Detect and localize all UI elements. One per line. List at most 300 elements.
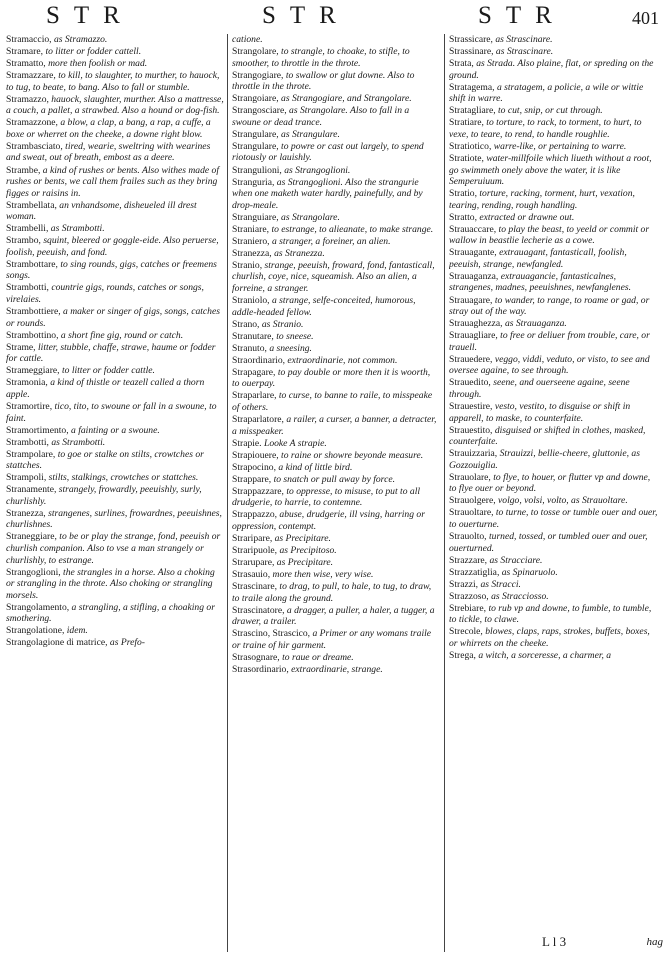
entry-headword: Stramazzo, xyxy=(6,93,52,105)
entry-headword: Stranamente, xyxy=(6,484,59,496)
entry-headword: Strarupare, xyxy=(232,557,277,569)
entry-headword: Straniare, xyxy=(232,223,272,235)
entry-definition: blowes, claps, raps, strokes, buffets, boxes, or whirrets on the cheeke. xyxy=(449,626,650,649)
entry-headword: Stramazzare, xyxy=(6,70,59,82)
entry-definition: a blow, a clap, a bang, a rap, a cuffe, a boxe or wherret on the cheeke, a downe right blow. xyxy=(6,117,211,140)
entry-headword: Strappazzo, xyxy=(232,509,280,521)
entry-headword: Strangolamento, xyxy=(6,601,72,613)
entry-headword: Strazzi, xyxy=(449,578,481,590)
entry-definition: to litter or fodder cattell. xyxy=(45,46,142,58)
dictionary-entry xyxy=(6,602,224,625)
entry-headword: Strascinatore, xyxy=(232,604,287,616)
entry-definition: more then wise, very wise. xyxy=(272,569,374,581)
entry-definition: as Strangogiare, and Strangolare. xyxy=(281,93,412,105)
entry-definition: a fainting or a swoune. xyxy=(71,424,160,436)
column-1 xyxy=(6,34,224,919)
entry-definition: to estrange, to alieanate, to make strange. xyxy=(271,223,434,235)
entry-definition: to sneese. xyxy=(276,330,314,342)
entry-headword: Strambe, xyxy=(6,164,43,176)
entry-definition: as Strascinare. xyxy=(495,34,553,45)
entry-headword: Strambo, xyxy=(6,235,44,247)
entry-headword: Strappare, xyxy=(232,473,274,485)
dictionary-entry xyxy=(232,105,440,128)
dictionary-entry xyxy=(232,533,440,545)
entry-definition: warre-like, or pertaining to warre. xyxy=(493,140,627,152)
dictionary-entry xyxy=(449,626,659,649)
entry-headword: Strangoglioni, xyxy=(6,566,64,578)
entry-headword: Strauagare, xyxy=(449,294,495,306)
dictionary-entry xyxy=(449,579,659,591)
entry-definition: extrauagancie, fantasticalnes, strangenes, madnes, peeuishnes, newfanglenes. xyxy=(449,270,631,294)
entry-headword: Strauagante, xyxy=(449,247,500,259)
dictionary-entry xyxy=(449,105,659,117)
entry-definition: to cut, snip, or cut through. xyxy=(498,105,603,117)
entry-definition: a Primer or any womans traile or traine of hir garment. xyxy=(232,628,432,651)
dictionary-entry xyxy=(449,117,659,140)
entry-definition: to strangle, to choake, to stifle, to smoother, to throttle in the throte. xyxy=(232,46,410,69)
entry-headword: Stranutare, xyxy=(232,330,277,342)
dictionary-entry xyxy=(449,188,659,211)
entry-definition: a strangling, a stifling, a choaking or smothering. xyxy=(6,601,215,625)
entry-headword: Strangosciare, xyxy=(232,105,290,117)
entry-definition: idem. xyxy=(66,625,88,637)
entry-headword: Strauedito, xyxy=(449,377,494,389)
entry-definition: a maker or singer of gigs, songs, catches or rounds. xyxy=(6,306,220,329)
dictionary-entry xyxy=(6,141,224,164)
entry-definition: to turne, to tosse or tumble ouer and ouer, to ouerturne. xyxy=(449,507,658,530)
entry-headword: Stramonia, xyxy=(6,377,51,389)
entry-definition: to curse, to banne to raile, to misspeake of others. xyxy=(232,390,433,413)
entry-headword: Stratto, xyxy=(449,211,480,223)
dictionary-entry xyxy=(449,295,659,318)
dictionary-entry xyxy=(449,46,659,58)
entry-headword: Strascinare, xyxy=(232,581,280,593)
entry-headword: Strauaccare, xyxy=(449,223,499,235)
dictionary-entry xyxy=(232,46,440,69)
entry-definition: to raine or showre beyonde measure. xyxy=(281,449,424,461)
entry-headword: Strameggiare, xyxy=(6,365,62,377)
dictionary-entry xyxy=(232,628,440,651)
entry-definition: countrie gigs, rounds, catches or songs, virelaies. xyxy=(6,282,204,306)
entry-definition: to flye, to houer, or flutter vp and downe, to flye ouer or beyond. xyxy=(449,471,651,495)
entry-headword: Stratagliare, xyxy=(449,105,499,117)
entry-headword: Stranezza, xyxy=(232,247,275,259)
entry-definition: a kind of little bird. xyxy=(278,461,353,473)
entry-headword: Strambotti, xyxy=(6,436,52,448)
dictionary-entry xyxy=(232,605,440,628)
entry-headword: Strasordinario, xyxy=(232,663,292,675)
dictionary-entry xyxy=(6,306,224,329)
column-2 xyxy=(232,34,440,919)
column-rule-left xyxy=(227,34,228,952)
entry-headword: Strapiouere, xyxy=(232,449,282,461)
entry-headword: Straneggiare, xyxy=(6,531,60,543)
entry-headword: Strauizzaria, xyxy=(449,448,500,460)
entry-headword: Stratio, xyxy=(449,188,480,200)
entry-headword: Strangolare, xyxy=(232,46,282,58)
dictionary-entry xyxy=(6,567,224,602)
entry-definition: a stratagem, a policie, a wile or wittie shift in warre. xyxy=(449,81,644,105)
entry-definition: to oppresse, to misuse, to put to all drudgerie, to harrie, to contemne. xyxy=(232,485,421,509)
dictionary-entry xyxy=(449,377,659,400)
dictionary-entry xyxy=(232,569,440,581)
entry-headword: Strebiare, xyxy=(449,602,489,614)
column-rule-right xyxy=(444,34,445,952)
entry-headword: Stranuto, xyxy=(232,342,270,354)
entry-definition: Strauizzi, bellie-cheere, gluttonie, as Gozzouiglia. xyxy=(449,448,640,471)
entry-definition: to play the beast, to yeeld or commit or wallow in beastlie lecherie as a cowe. xyxy=(449,223,650,247)
dictionary-entry xyxy=(6,484,224,507)
entry-definition: seene, and ouerseene againe, seene through. xyxy=(449,377,630,400)
entry-definition: stilts, stalkings, crowtches or stattches. xyxy=(48,472,199,484)
dictionary-entry xyxy=(6,165,224,200)
dictionary-entry xyxy=(232,129,440,141)
entry-definition: a railer, a curser, a banner, a detracter, a misspeaker. xyxy=(232,414,437,437)
entry-definition: to pay double or more then it is woorth, to ouerpay. xyxy=(232,366,431,390)
entry-headword: Strangolagione di matrice, xyxy=(6,637,110,649)
dictionary-entry xyxy=(449,591,659,603)
dictionary-entry xyxy=(449,425,659,448)
entry-headword: Strazzare, xyxy=(449,554,490,566)
dictionary-entry xyxy=(232,212,440,224)
entry-definition: an vnhandsome, disheueled ill drest woman. xyxy=(6,199,197,223)
entry-definition: squint, bleered or goggle-eide. Also peruerse, foolish, peeuish, and fond. xyxy=(6,235,219,258)
entry-definition: to rub vp and downe, to fumble, to tumble, to tickle, to clawe. xyxy=(449,602,652,626)
entry-definition: extrauagant, fantasticall, foolish, peeuish, strange, newfangled. xyxy=(449,247,627,270)
dictionary-entry xyxy=(449,650,659,662)
entry-headword: Straripare, xyxy=(232,532,275,544)
dictionary-entry xyxy=(449,212,659,224)
entry-definition: to powre or cast out largely, to spend riotously or lauishly. xyxy=(232,140,424,164)
entry-headword: Strauaghezza, xyxy=(449,318,505,330)
running-head-right: STR xyxy=(478,2,566,29)
entry-headword: Stranguria, xyxy=(232,176,277,188)
dictionary-entry xyxy=(6,365,224,377)
dictionary-entry xyxy=(6,449,224,472)
dictionary-entry xyxy=(232,141,440,164)
entry-definition: as Stracciosso. xyxy=(491,590,549,602)
entry-definition: as Strangulare. xyxy=(281,128,340,140)
entry-headword: Strasauio, xyxy=(232,569,273,581)
entry-headword: Stratagema, xyxy=(449,81,497,93)
entry-headword: Strazzoso, xyxy=(449,590,492,602)
entry-headword: Stramazzone, xyxy=(6,117,61,129)
dictionary-entry xyxy=(449,271,659,294)
entry-definition: as Stramazzo. xyxy=(53,34,108,45)
dictionary-entry xyxy=(232,545,440,557)
entry-definition: to swallow or glut downe. Also to throttle in the throte. xyxy=(232,69,415,93)
dictionary-entry xyxy=(449,247,659,270)
entry-definition: to raue or dreame. xyxy=(282,651,354,663)
entry-headword: Strambottino, xyxy=(6,329,61,341)
entry-definition: to free or deliuer from trouble, care, or trauell. xyxy=(449,330,650,353)
entry-headword: Strame, xyxy=(6,341,38,353)
entry-headword: Strano, xyxy=(232,318,262,330)
dictionary-entry xyxy=(449,472,659,495)
dictionary-entry xyxy=(232,34,440,46)
dictionary-entry xyxy=(6,342,224,365)
entry-definition: as Strangolare. Also to fall in a swoune or dead trance. xyxy=(232,105,410,128)
entry-headword: Strapagare, xyxy=(232,366,278,378)
entry-headword: Strambottare, xyxy=(6,258,61,270)
entry-headword: Strauoltare, xyxy=(449,507,496,519)
dictionary-entry xyxy=(6,70,224,93)
entry-definition: to sing rounds, gigs, catches or freemens songs. xyxy=(6,258,217,282)
entry-headword: Strassinare, xyxy=(449,46,496,58)
dictionary-entry xyxy=(6,58,224,70)
dictionary-entry xyxy=(232,557,440,569)
entry-definition: torture, racking, torment, hurt, vexation, tearing, rending, rough handling. xyxy=(449,188,635,211)
entry-definition: extraordinarie, strange. xyxy=(291,663,383,675)
dictionary-entry xyxy=(232,486,440,509)
dictionary-entry xyxy=(232,450,440,462)
entry-definition: litter, stubble, chaffe, strawe, haume or fodder for cattle. xyxy=(6,341,216,365)
dictionary-entry xyxy=(449,401,659,424)
entry-headword: Stranguiare, xyxy=(232,211,282,223)
dictionary-entry xyxy=(6,259,224,282)
entry-headword: Stratiare, xyxy=(449,117,487,129)
dictionary-entry xyxy=(232,438,440,450)
entry-headword: Strampolare, xyxy=(6,448,58,460)
page-footer xyxy=(0,932,669,954)
entry-definition: a kind of rushes or bents. Also withes made of rushes or bents, we call them frailes such as they bring figges or raisins in. xyxy=(6,164,220,199)
entry-definition: vesto, vestito, to disguise or shift in apparell, to maske, to counterfaite. xyxy=(449,400,631,424)
entry-definition: water-millfoile which liueth without a root, go swimmeth onely above the water, it is like Semperuiuum. xyxy=(449,152,652,188)
entry-headword: Strega, xyxy=(449,649,479,661)
dictionary-entry xyxy=(6,235,224,258)
entry-definition: to litter or fodder cattle. xyxy=(61,365,155,377)
dictionary-entry xyxy=(6,94,224,117)
dictionary-entry xyxy=(449,330,659,353)
entry-definition: hauock, slaughter, murther. Also a mattresse, a couch, a pallet, a strawbed. Also a hound or dog-fish. xyxy=(6,93,224,117)
dictionary-entry xyxy=(232,295,440,318)
dictionary-entry xyxy=(449,531,659,554)
entry-definition: as Strambotti. xyxy=(50,223,105,235)
entry-headword: Strauagliare, xyxy=(449,330,501,342)
entry-definition: the strangles in a horse. Also a choking or strangling in the throte. Also choking or strangling morsels. xyxy=(6,566,215,601)
entry-definition: to snatch or pull away by force. xyxy=(273,473,395,485)
entry-headword: Stramortire, xyxy=(6,400,55,412)
dictionary-entry xyxy=(232,224,440,236)
dictionary-entry xyxy=(6,200,224,223)
entry-definition: as Prefo- xyxy=(109,637,145,649)
entry-definition: to be or play the strange, fond, peeuish or churlish companion. Also to vse a man strangely or churlishly, to estrange. xyxy=(6,531,221,566)
dictionary-entry xyxy=(232,248,440,260)
entry-headword: Stramatto, xyxy=(6,58,49,70)
page-number: 401 xyxy=(632,8,659,28)
entry-definition: as Stranio. xyxy=(261,318,304,330)
dictionary-entry xyxy=(232,165,440,177)
entry-headword: Strata, xyxy=(449,58,477,70)
entry-definition: turned, tossed, or tumbled ouer and ouer, ouerturned. xyxy=(449,530,648,554)
dictionary-entry xyxy=(6,508,224,531)
entry-definition: Looke A strapie. xyxy=(263,437,327,449)
dictionary-entry xyxy=(232,260,440,295)
dictionary-entry xyxy=(232,355,440,367)
entry-headword: Stranio, xyxy=(232,259,265,271)
dictionary-entry xyxy=(6,401,224,424)
dictionary-entry xyxy=(6,472,224,484)
entry-headword: Strangoiare, xyxy=(232,93,282,105)
dictionary-entry xyxy=(6,437,224,449)
entry-definition: as Strangoglioni. Also the strangurie when one maketh water hardly, painefully, and by drop-meale. xyxy=(232,176,423,211)
dictionary-entry xyxy=(449,603,659,626)
running-head-middle: STR xyxy=(262,2,350,29)
dictionary-entry xyxy=(232,581,440,604)
dictionary-entry xyxy=(449,318,659,330)
entry-headword: Stramortimento, xyxy=(6,424,72,436)
entry-headword: Strauestito, xyxy=(449,424,495,436)
entry-headword: Strambellata, xyxy=(6,199,60,211)
dictionary-entry xyxy=(6,425,224,437)
running-head-left: STR xyxy=(46,2,134,29)
entry-definition: as Precipitoso. xyxy=(279,545,337,557)
signature-mark: L l 3 xyxy=(542,934,567,949)
entry-definition: extraordinarie, not common. xyxy=(287,354,398,366)
dictionary-entry xyxy=(6,531,224,566)
dictionary-entry xyxy=(449,354,659,377)
entry-definition: to torture, to rack, to torment, to hurt, to vexe, to teare, to rend, to handle roughlie. xyxy=(449,117,642,140)
dictionary-entry xyxy=(232,652,440,664)
entry-headword: Strauolgere, xyxy=(449,495,499,507)
column-3 xyxy=(449,34,659,919)
dictionary-entry xyxy=(449,507,659,530)
entry-definition: as Strambotti. xyxy=(51,436,106,448)
entry-headword: Strangulare, xyxy=(232,128,282,140)
entry-headword: Strauolare, xyxy=(449,471,494,483)
entry-headword: Stratiotico, xyxy=(449,140,494,152)
entry-headword: Strambottiere, xyxy=(6,306,64,318)
entry-definition: as Strascinare. xyxy=(495,46,554,58)
dictionary-entry xyxy=(449,567,659,579)
entry-definition: to wander, to range, to roame or gad, or stray out of the way. xyxy=(449,294,650,318)
entry-definition: as Strada. Also plaine, flat, or spreding on the ground. xyxy=(449,58,654,81)
entry-definition: a stranger, a foreiner, an alien. xyxy=(271,235,391,247)
entry-headword: Strangulioni, xyxy=(232,164,285,176)
dictionary-entry xyxy=(6,223,224,235)
entry-definition: extracted or drawne out. xyxy=(479,211,575,223)
dictionary-entry xyxy=(449,555,659,567)
dictionary-entry xyxy=(6,34,224,46)
entry-definition: as Stranezza. xyxy=(274,247,325,259)
entry-headword: Strangolatione, xyxy=(6,625,67,637)
dictionary-entry xyxy=(232,390,440,413)
entry-headword: Stramare, xyxy=(6,46,46,58)
dictionary-entry xyxy=(449,224,659,247)
entry-headword: Straniero, xyxy=(232,235,272,247)
dictionary-entry xyxy=(6,637,224,649)
dictionary-entry xyxy=(449,153,659,188)
entry-headword: Strascino, Strascico, xyxy=(232,628,313,640)
entry-headword: Straripuole, xyxy=(232,545,280,557)
entry-headword: Strambasciato, xyxy=(6,140,66,152)
entry-headword: Stratiote, xyxy=(449,152,487,164)
entry-definition: a short fine gig, round or catch. xyxy=(60,329,184,341)
dictionary-entry xyxy=(232,509,440,532)
entry-definition: a dragger, a puller, a haler, a tugger, a drawer, a trailer. xyxy=(232,604,435,628)
dictionary-entry xyxy=(232,236,440,248)
catchword: hag xyxy=(646,936,663,948)
entry-definition: catione. xyxy=(232,34,263,45)
entry-definition: as Spinaruolo. xyxy=(501,566,558,578)
entry-definition: a strange, selfe-conceited, humorous, addle-headed fellow. xyxy=(232,295,416,318)
dictionary-entry xyxy=(232,70,440,93)
entry-definition: tired, wearie, sweltring with wearines and sweat, out of breath, embost as a deere. xyxy=(6,140,211,164)
entry-definition: as Strangoglioni. xyxy=(284,164,351,176)
entry-definition: abuse, drudgerie, ill vsing, harring or oppression, contempt. xyxy=(232,509,425,532)
entry-headword: Strecole, xyxy=(449,626,486,638)
dictionary-entry xyxy=(232,367,440,390)
entry-definition: as Stracciare. xyxy=(489,554,543,566)
page-header xyxy=(0,2,669,32)
entry-headword: Strauolto, xyxy=(449,530,489,542)
dictionary-entry xyxy=(232,93,440,105)
entry-definition: as Stracci. xyxy=(480,578,521,590)
entry-definition: volgo, volsi, volto, as Strauoltare. xyxy=(498,495,628,507)
dictionary-entry xyxy=(232,343,440,355)
dictionary-entry xyxy=(6,330,224,342)
dictionary-entry xyxy=(232,331,440,343)
entry-headword: Strangogiare, xyxy=(232,69,286,81)
entry-headword: Strauestire, xyxy=(449,400,495,412)
dictionary-entry xyxy=(232,474,440,486)
entry-definition: a sneesing. xyxy=(269,342,312,354)
entry-definition: as Strauaganza. xyxy=(504,318,567,330)
dictionary-entry xyxy=(232,664,440,676)
entry-definition: strange, peeuish, froward, fond, fantasticall, churlish, coye, nice, squeamish. Also an alien, a forreine, a stranger. xyxy=(232,259,435,294)
dictionary-entry xyxy=(449,495,659,507)
entry-definition: strangely, frowardly, peeuishly, surly, churlishly. xyxy=(6,484,202,507)
entry-headword: Strauedere, xyxy=(449,353,495,365)
dictionary-entry xyxy=(449,34,659,46)
entry-definition: veggo, viddi, veduto, or visto, to see and oversee againe, to see through. xyxy=(449,353,650,377)
entry-headword: Strassicare, xyxy=(449,34,496,45)
entry-definition: a kind of thistle or teazell called a thorn apple. xyxy=(6,377,205,400)
entry-headword: Straparlare, xyxy=(232,390,279,402)
dictionary-entry xyxy=(232,462,440,474)
entry-definition: tico, tito, to swoune or fall in a swoune, to faint. xyxy=(6,400,217,424)
entry-definition: to goe or stalke on stilts, crowtches or stattches. xyxy=(6,448,204,472)
entry-definition: a witch, a sorceresse, a charmer, a xyxy=(478,649,612,661)
entry-definition: strangenes, surlines, frowardnes, peeuishnes, churlishnes. xyxy=(6,507,222,531)
entry-headword: Strasognare, xyxy=(232,651,283,663)
entry-headword: Straniolo, xyxy=(232,295,272,307)
dictionary-entry xyxy=(449,82,659,105)
dictionary-entry xyxy=(449,58,659,81)
entry-headword: Straparlatore, xyxy=(232,414,287,425)
dictionary-entry xyxy=(232,177,440,212)
entry-definition: more then foolish or mad. xyxy=(48,58,148,70)
entry-headword: Strampoli, xyxy=(6,472,49,484)
dictionary-entry xyxy=(6,625,224,637)
dictionary-entry xyxy=(232,414,440,437)
entry-headword: Strapocino, xyxy=(232,461,279,473)
dictionary-entry xyxy=(6,117,224,140)
dictionary-entry xyxy=(449,141,659,153)
entry-headword: Strambelli, xyxy=(6,223,51,235)
entry-definition: as Precipitare. xyxy=(276,557,334,569)
entry-headword: Strambotti, xyxy=(6,282,52,294)
entry-definition: disguised or shifted in clothes, masked, counterfaite. xyxy=(449,424,646,448)
dictionary-entry xyxy=(6,377,224,400)
entry-definition: to drag, to pull, to hale, to tug, to draw, to traile along the ground. xyxy=(232,581,432,604)
dictionary-entry xyxy=(449,448,659,471)
entry-headword: Straordinario, xyxy=(232,354,288,366)
entry-headword: Strauaganza, xyxy=(449,270,501,282)
entry-headword: Strazzatiglia, xyxy=(449,566,502,578)
entry-headword: Stranezza, xyxy=(6,507,49,519)
entry-definition: as Precipitare. xyxy=(274,532,331,544)
